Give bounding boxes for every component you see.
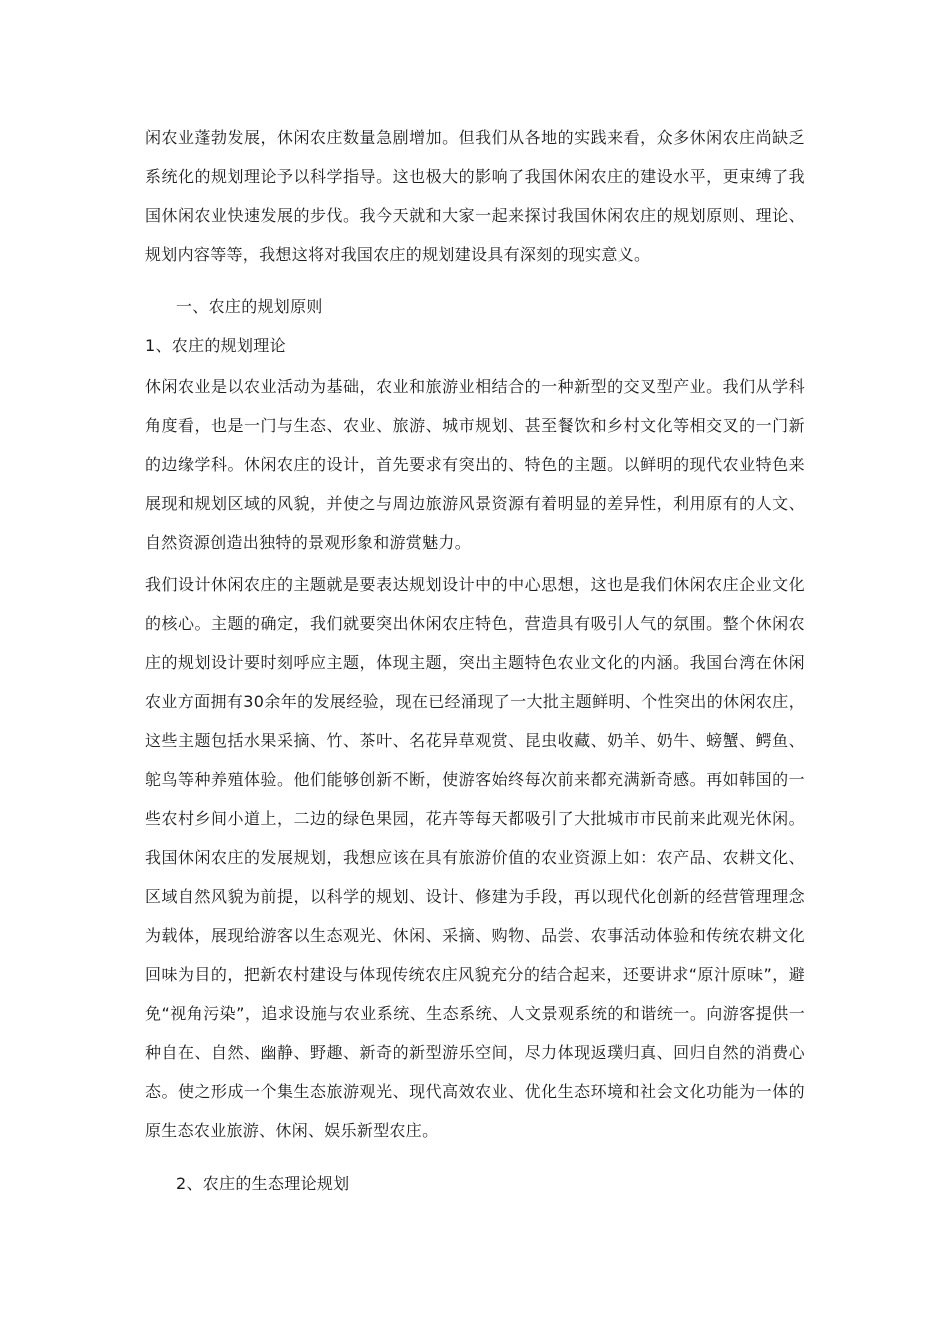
paragraph-line: 回味为目的，把新农村建设与体现传统农庄风貌充分的结合起来，还要讲求“原汁原味”，避 (145, 965, 805, 984)
paragraph-line: 自然资源创造出独特的景观形象和游赏魅力。 (145, 533, 472, 552)
subsection-heading: 1、农庄的规划理论 (145, 336, 286, 355)
paragraph-line: 我国休闲农庄的发展规划，我想应该在具有旅游价值的农业资源上如：农产品、农耕文化、 (145, 848, 805, 867)
paragraph-line: 庄的规划设计要时刻呼应主题，体现主题，突出主题特色农业文化的内涵。我国台湾在休闲 (145, 653, 805, 672)
paragraph-line: 种自在、自然、幽静、野趣、新奇的新型游乐空间，尽力体现返璞归真、回归自然的消费心 (145, 1043, 805, 1062)
subsection-heading: 2、农庄的生态理论规划 (176, 1174, 350, 1193)
paragraph-line: 角度看，也是一门与生态、农业、旅游、城市规划、甚至餐饮和乡村文化等相交叉的一门新 (145, 416, 805, 435)
section-heading: 一、农庄的规划原则 (176, 297, 323, 316)
paragraph-line: 规划内容等等，我想这将对我国农庄的规划建设具有深刻的现实意义。 (145, 245, 651, 264)
paragraph-line: 这些主题包括水果采摘、竹、茶叶、名花异草观赏、昆虫收藏、奶羊、奶牛、螃蟹、鳄鱼、 (145, 731, 805, 750)
paragraph-line: 区域自然风貌为前提，以科学的规划、设计、修建为手段，再以现代化创新的经营管理理念 (145, 887, 805, 906)
paragraph-line: 鸵鸟等种养殖体验。他们能够创新不断，使游客始终每次前来都充满新奇感。再如韩国的一 (145, 770, 805, 789)
paragraph-line: 的核心。主题的确定，我们就要突出休闲农庄特色，营造具有吸引人气的氛围。整个休闲农 (145, 614, 805, 633)
paragraph-line: 为载体，展现给游客以生态观光、休闲、采摘、购物、品尝、农事活动体验和传统农耕文化 (145, 926, 805, 945)
paragraph-line: 的边缘学科。休闲农庄的设计，首先要求有突出的、特色的主题。以鲜明的现代农业特色来 (145, 455, 805, 474)
paragraph-line: 免“视角污染”，追求设施与农业系统、生态系统、人文景观系统的和谐统一。向游客提供一 (145, 1004, 805, 1023)
paragraph-line: 展现和规划区域的风貌，并使之与周边旅游风景资源有着明显的差异性，利用原有的人文、 (145, 494, 805, 513)
paragraph-line: 国休闲农业快速发展的步伐。我今天就和大家一起来探讨我国休闲农庄的规划原则、理论、 (145, 206, 805, 225)
paragraph-line: 闲农业蓬勃发展，休闲农庄数量急剧增加。但我们从各地的实践来看，众多休闲农庄尚缺乏 (145, 128, 805, 147)
paragraph-line: 态。使之形成一个集生态旅游观光、现代高效农业、优化生态环境和社会文化功能为一体的 (145, 1082, 805, 1101)
paragraph-line: 些农村乡间小道上，二边的绿色果园，花卉等每天都吸引了大批城市市民前来此观光休闲。 (145, 809, 805, 828)
paragraph-line: 我们设计休闲农庄的主题就是要表达规划设计中的中心思想，这也是我们休闲农庄企业文化 (145, 575, 805, 594)
paragraph-line: 农业方面拥有30余年的发展经验，现在已经涌现了一大批主题鲜明、个性突出的休闲农庄， (145, 692, 805, 711)
paragraph-line: 原生态农业旅游、休闲、娱乐新型农庄。 (145, 1121, 439, 1140)
paragraph-line: 系统化的规划理论予以科学指导。这也极大的影响了我国休闲农庄的建设水平，更束缚了我 (145, 167, 805, 186)
paragraph-line: 休闲农业是以农业活动为基础，农业和旅游业相结合的一种新型的交叉型产业。我们从学科 (145, 377, 805, 396)
